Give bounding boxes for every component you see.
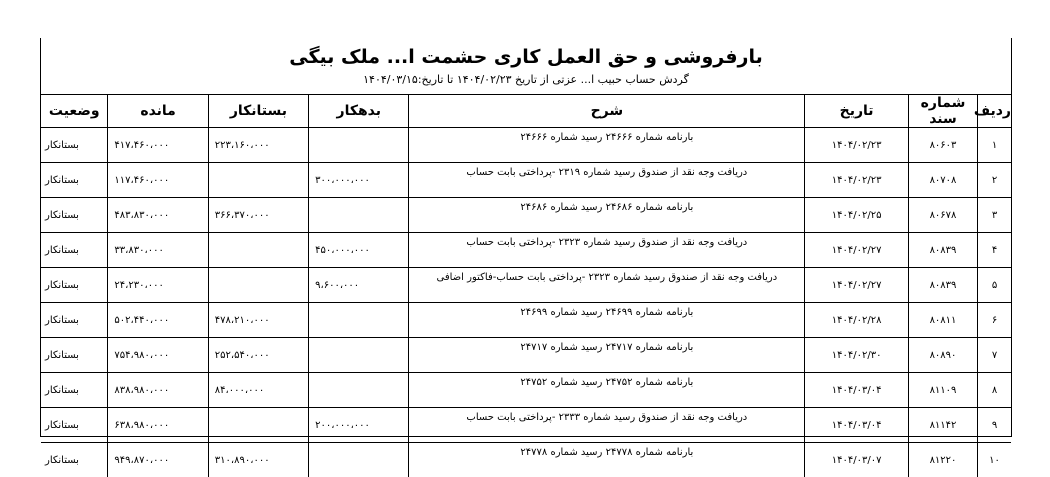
status-cell: بستانکار — [41, 128, 108, 163]
doc-number: ۸۰۶۰۳ — [908, 128, 977, 163]
report-subtitle: گردش حساب حبیب ا... عزتی از تاریخ ۱۴۰۴/۰۲/۲۳ تا تاریخ:۱۴۰۴/۰۳/۱۵ — [41, 73, 1011, 86]
row-number: ۴ — [978, 233, 1011, 268]
balance-cell: ۷۵۴،۹۸۰،۰۰۰ — [108, 338, 208, 373]
row-number: ۱ — [978, 128, 1011, 163]
col-header-debit: بدهکار — [309, 95, 409, 128]
col-header-balance: مانده — [108, 95, 208, 128]
debit-cell — [309, 128, 409, 163]
date-cell: ۱۴۰۴/۰۲/۲۷ — [805, 233, 909, 268]
row-number: ۷ — [978, 338, 1011, 373]
doc-number: ۸۱۱۰۹ — [908, 373, 977, 408]
table-row — [41, 233, 1011, 268]
table-row — [41, 408, 1011, 443]
table-row — [41, 198, 1011, 233]
debit-cell — [309, 198, 409, 233]
status-cell: بستانکار — [41, 303, 108, 338]
description-cell: دریافت وجه نقد از صندوق رسید شماره ۲۳۱۹ -پرداختی بابت حساب — [409, 163, 805, 198]
debit-cell — [309, 373, 409, 408]
col-header-status: وضعیت — [41, 95, 108, 128]
status-cell: بستانکار — [41, 443, 108, 477]
credit-cell — [208, 163, 308, 198]
credit-cell: ۲۲۳،۱۶۰،۰۰۰ — [208, 128, 308, 163]
doc-number: ۸۰۸۳۹ — [908, 268, 977, 303]
credit-cell — [208, 233, 308, 268]
row-number: ۳ — [978, 198, 1011, 233]
doc-number: ۸۱۱۴۲ — [908, 408, 977, 443]
status-cell: بستانکار — [41, 233, 108, 268]
status-cell: بستانکار — [41, 338, 108, 373]
table-row — [41, 373, 1011, 408]
credit-cell — [208, 268, 308, 303]
col-header-date: تاریخ — [805, 95, 909, 128]
description-cell: دریافت وجه نقد از صندوق رسید شماره ۲۳۲۳ -پرداختی بابت حساب-فاکتور اضافی — [409, 268, 805, 303]
table-row — [41, 268, 1011, 303]
status-cell: بستانکار — [41, 268, 108, 303]
doc-number: ۸۰۸۹۰ — [908, 338, 977, 373]
date-cell: ۱۴۰۴/۰۳/۰۷ — [805, 443, 909, 477]
status-cell: بستانکار — [41, 408, 108, 443]
statement-sheet — [40, 38, 1012, 437]
row-number: ۹ — [978, 408, 1011, 443]
table-row — [41, 443, 1011, 477]
table-row — [41, 128, 1011, 163]
balance-cell: ۴۸۳،۸۳۰،۰۰۰ — [108, 198, 208, 233]
description-cell: بارنامه شماره ۲۴۶۹۹ رسید شماره ۲۴۶۹۹ — [409, 303, 805, 338]
debit-cell: ۴۵۰،۰۰۰،۰۰۰ — [309, 233, 409, 268]
row-number: ۵ — [978, 268, 1011, 303]
balance-cell: ۳۳،۸۳۰،۰۰۰ — [108, 233, 208, 268]
date-cell: ۱۴۰۴/۰۳/۰۴ — [805, 373, 909, 408]
debit-cell — [309, 338, 409, 373]
description-cell: بارنامه شماره ۲۴۷۵۲ رسید شماره ۲۴۷۵۲ — [409, 373, 805, 408]
report-title: بارفروشی و حق العمل کاری حشمت ا... ملک بیگی — [41, 46, 1011, 68]
debit-cell — [309, 443, 409, 477]
doc-number: ۸۰۷۰۸ — [908, 163, 977, 198]
balance-cell: ۶۳۸،۹۸۰،۰۰۰ — [108, 408, 208, 443]
table-row — [41, 163, 1011, 198]
balance-cell: ۹۴۹،۸۷۰،۰۰۰ — [108, 443, 208, 477]
credit-cell: ۴۷۸،۲۱۰،۰۰۰ — [208, 303, 308, 338]
debit-cell: ۹،۶۰۰،۰۰۰ — [309, 268, 409, 303]
ledger-table — [41, 94, 1011, 477]
status-cell: بستانکار — [41, 373, 108, 408]
col-header-row: ردیف — [978, 95, 1011, 128]
table-header-row — [41, 95, 1011, 128]
date-cell: ۱۴۰۴/۰۲/۳۰ — [805, 338, 909, 373]
balance-cell: ۸۳۸،۹۸۰،۰۰۰ — [108, 373, 208, 408]
date-cell: ۱۴۰۴/۰۲/۲۳ — [805, 128, 909, 163]
table-row — [41, 338, 1011, 373]
date-cell: ۱۴۰۴/۰۲/۲۳ — [805, 163, 909, 198]
date-cell: ۱۴۰۴/۰۲/۲۵ — [805, 198, 909, 233]
description-cell: بارنامه شماره ۲۴۷۷۸ رسید شماره ۲۴۷۷۸ — [409, 443, 805, 477]
status-cell: بستانکار — [41, 163, 108, 198]
col-header-doc: شماره سند — [908, 95, 977, 128]
description-cell: بارنامه شماره ۲۴۶۸۶ رسید شماره ۲۴۶۸۶ — [409, 198, 805, 233]
balance-cell: ۴۱۷،۴۶۰،۰۰۰ — [108, 128, 208, 163]
debit-cell — [309, 303, 409, 338]
col-header-credit: بستانکار — [208, 95, 308, 128]
date-cell: ۱۴۰۴/۰۲/۲۸ — [805, 303, 909, 338]
balance-cell: ۱۱۷،۴۶۰،۰۰۰ — [108, 163, 208, 198]
balance-cell: ۵۰۲،۴۴۰،۰۰۰ — [108, 303, 208, 338]
debit-cell: ۲۰۰،۰۰۰،۰۰۰ — [309, 408, 409, 443]
description-cell: دریافت وجه نقد از صندوق رسید شماره ۲۳۲۳ -پرداختی بابت حساب — [409, 233, 805, 268]
credit-cell — [208, 408, 308, 443]
doc-number: ۸۰۸۱۱ — [908, 303, 977, 338]
credit-cell: ۳۱۰،۸۹۰،۰۰۰ — [208, 443, 308, 477]
status-cell: بستانکار — [41, 198, 108, 233]
row-number: ۸ — [978, 373, 1011, 408]
doc-number: ۸۱۲۲۰ — [908, 443, 977, 477]
balance-cell: ۲۴،۲۳۰،۰۰۰ — [108, 268, 208, 303]
col-header-desc: شرح — [409, 95, 805, 128]
credit-cell: ۸۴،۰۰۰،۰۰۰ — [208, 373, 308, 408]
credit-cell: ۳۶۶،۳۷۰،۰۰۰ — [208, 198, 308, 233]
credit-cell: ۲۵۲،۵۴۰،۰۰۰ — [208, 338, 308, 373]
date-cell: ۱۴۰۴/۰۲/۲۷ — [805, 268, 909, 303]
table-body — [41, 128, 1011, 477]
description-cell: بارنامه شماره ۲۴۶۶۶ رسید شماره ۲۴۶۶۶ — [409, 128, 805, 163]
doc-number: ۸۰۸۳۹ — [908, 233, 977, 268]
description-cell: بارنامه شماره ۲۴۷۱۷ رسید شماره ۲۴۷۱۷ — [409, 338, 805, 373]
row-number: ۱۰ — [978, 443, 1011, 477]
date-cell: ۱۴۰۴/۰۳/۰۴ — [805, 408, 909, 443]
description-cell: دریافت وجه نقد از صندوق رسید شماره ۲۳۳۳ -پرداختی بابت حساب — [409, 408, 805, 443]
row-number: ۲ — [978, 163, 1011, 198]
table-row — [41, 303, 1011, 338]
row-number: ۶ — [978, 303, 1011, 338]
doc-number: ۸۰۶۷۸ — [908, 198, 977, 233]
debit-cell: ۳۰۰،۰۰۰،۰۰۰ — [309, 163, 409, 198]
